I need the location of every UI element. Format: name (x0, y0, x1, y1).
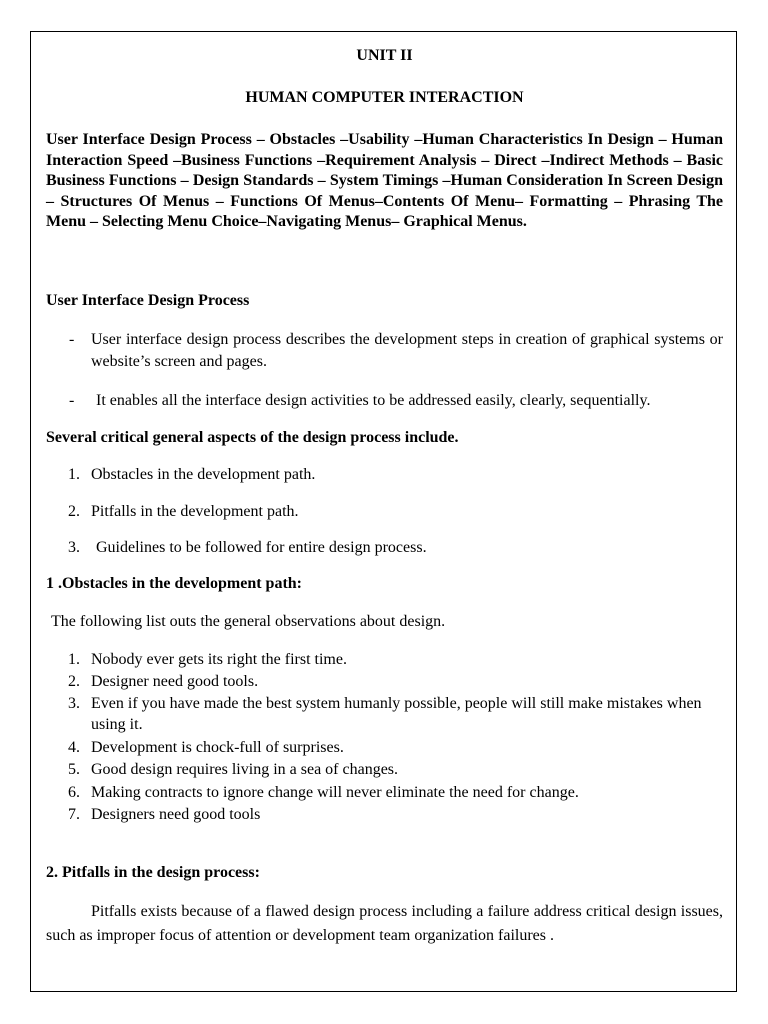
list-item-text: Pitfalls in the development path. (91, 503, 299, 520)
list-number: 3. (68, 539, 80, 556)
list-number: 2. (68, 673, 80, 690)
section-heading-ui-design-process: User Interface Design Process (46, 292, 250, 309)
document-page (30, 31, 737, 992)
list-number: 1. (68, 651, 80, 668)
list-number: 7. (68, 806, 80, 823)
list-number: 3. (68, 695, 80, 712)
bullet-text: It enables all the interface design activities to be addressed easily, clearly, sequentially. (96, 392, 651, 409)
list-item-text: Development is chock-full of surprises. (91, 739, 344, 756)
unit-heading: UNIT II (356, 47, 413, 64)
topics-summary: User Interface Design Process – Obstacles –Usability –Human Characteristics In Design – Human Interaction Speed –Business Functions –Requirement Analysis – Direct –Indirect Methods – Basic Business Functions – Design Standards – System Timings –Human Consideration In Screen Design – Structures Of Menus – Functions Of Menus–Contents Of Menu– Formatting – Phrasing The Menu – Selecting Menu Choice–Navigating Menus– Graphical Menus. (46, 131, 723, 231)
section-heading-critical-aspects: Several critical general aspects of the design process include. (46, 429, 459, 446)
section-heading-obstacles: 1 .Obstacles in the development path: (46, 575, 302, 592)
list-number: 4. (68, 739, 80, 756)
list-item-text: Nobody ever gets its right the first time. (91, 651, 347, 668)
list-item-text: Designers need good tools (91, 806, 261, 823)
list-number: 5. (68, 761, 80, 778)
list-number: 1. (68, 466, 80, 483)
list-number: 2. (68, 503, 80, 520)
list-item-text: Making contracts to ignore change will never eliminate the need for change. (91, 784, 579, 801)
dash-marker: - (69, 392, 75, 409)
pitfalls-paragraph: Pitfalls exists because of a flawed design process including a failure address critical design issues, such as improper focus of attention or development team organization failures . (46, 903, 723, 944)
page-title: HUMAN COMPUTER INTERACTION (245, 89, 524, 106)
list-item-text: Designer need good tools. (91, 673, 259, 690)
list-item-text: Guidelines to be followed for entire design process. (96, 539, 427, 556)
bullet-text: User interface design process describes the development steps in creation of graphical systems or website’s screen and pages. (91, 331, 723, 370)
dash-marker: - (69, 331, 75, 348)
list-item-text: Good design requires living in a sea of changes. (91, 761, 399, 778)
obstacles-intro: The following list outs the general observations about design. (51, 613, 446, 630)
section-heading-pitfalls: 2. Pitfalls in the design process: (46, 864, 260, 881)
list-item-text: Obstacles in the development path. (91, 466, 316, 483)
list-item-text: Even if you have made the best system humanly possible, people will still make mistakes when using it. (91, 695, 702, 733)
list-number: 6. (68, 784, 80, 801)
